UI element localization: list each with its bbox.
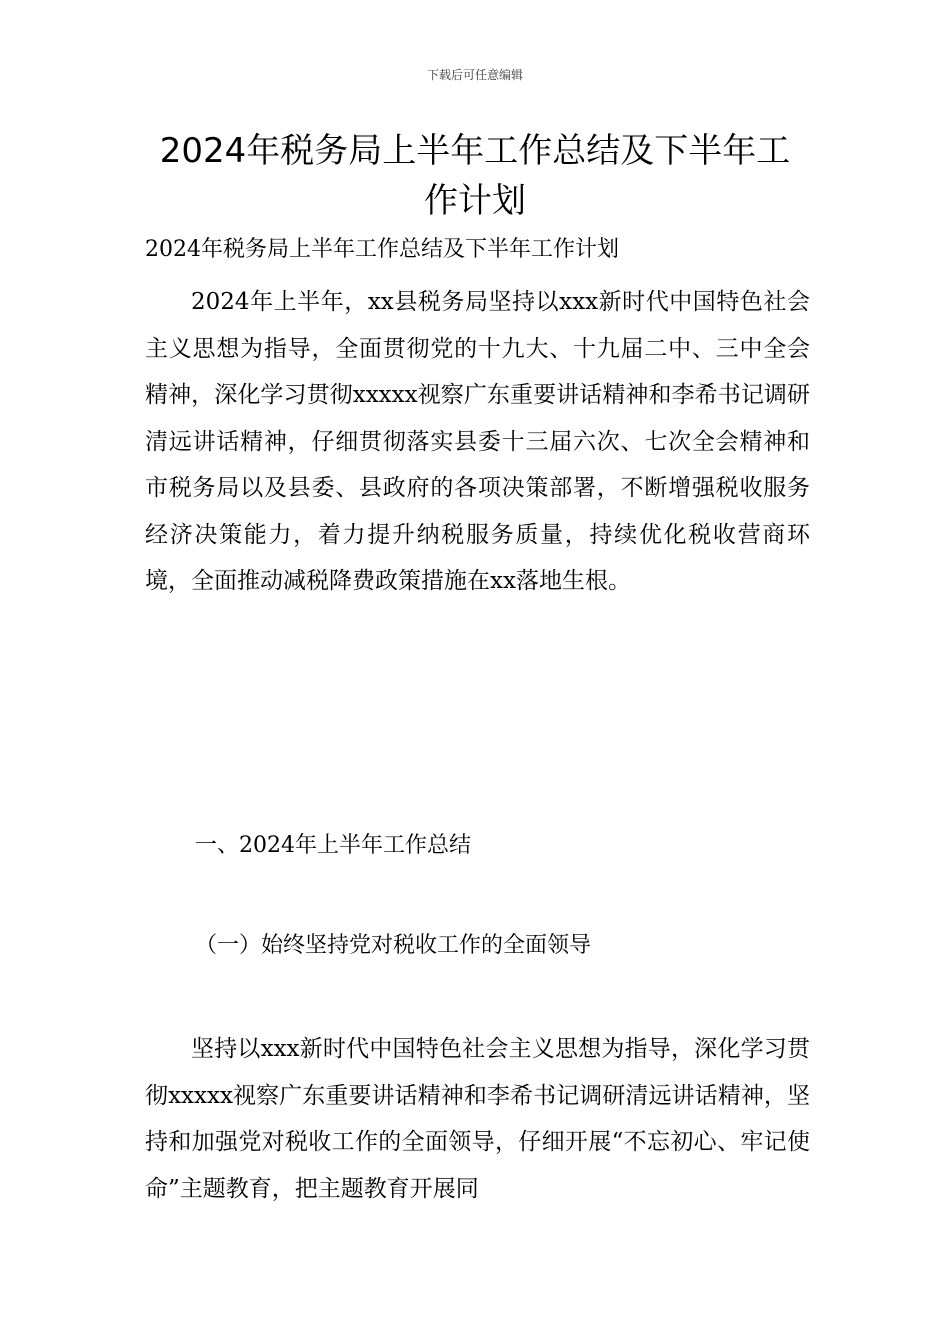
- document-title: 2024年税务局上半年工作总结及下半年工作计划: [159, 131, 791, 221]
- subsection-paragraph: 坚持以xxx新时代中国特色社会主义思想为指导，深化学习贯彻xxxxx视察广东重要讲话精神和李希书记调研清远讲话精神，坚持和加强党对税收工作的全面领导，仔细开展“不忘初心、牢记使命”主题教育，把主题教育开展同: [145, 1036, 810, 1202]
- intro-paragraph: 2024年上半年，xx县税务局坚持以xxx新时代中国特色社会主义思想为指导，全面贯彻党的十九大、十九届二中、三中全会精神，深化学习贯彻xxxxx视察广东重要讲话精神和李希书记调研清远讲话精神，仔细贯彻落实县委十三届六次、七次全会精神和市税务局以及县委、县政府的各项决策部署，不断增强税收服务经济决策能力，着力提升纳税服务质量，持续优化税收营商环境，全面推动减税降费政策措施在xx落地生根。: [145, 289, 810, 594]
- section-heading: 一、2024年上半年工作总结: [195, 833, 471, 858]
- subsection-heading: （一）始终坚持党对税收工作的全面领导: [195, 933, 592, 958]
- document-subtitle: 2024年税务局上半年工作总结及下半年工作计划: [145, 237, 619, 262]
- page-header-note: 下载后可任意编辑: [426, 68, 523, 82]
